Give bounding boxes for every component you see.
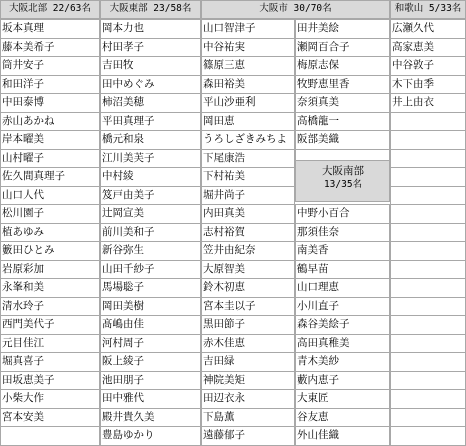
member-name-higashibu: 田中めぐみ xyxy=(100,75,201,95)
member-name-nanbu: 那須佳奈 xyxy=(295,223,390,243)
member-name-kitabu: 植あゆみ xyxy=(0,223,100,243)
member-name-kitabu: 岸本曜美 xyxy=(0,130,100,150)
member-name-kitabu: 山口人代 xyxy=(0,186,100,206)
member-name-higashibu: 岡本力也 xyxy=(100,19,201,39)
header-osaka-kitabu: 大阪北部 22/63名 xyxy=(0,0,100,19)
empty-cell xyxy=(390,352,466,372)
member-name-kitabu: 中田泰博 xyxy=(0,93,100,113)
member-name-shi: 下村祐美 xyxy=(201,167,295,187)
member-name-nanbu: 中野小百合 xyxy=(295,204,390,224)
nanbu-title: 大阪南部 xyxy=(322,165,364,177)
member-name-wakayama: 高家恵美 xyxy=(390,38,466,58)
member-name-shi: 大原智美 xyxy=(201,260,295,280)
header-osaka-higashibu: 大阪東部 23/58名 xyxy=(100,0,201,19)
member-name-shi: 吉田緑 xyxy=(201,352,295,372)
column-osaka-shi-1 xyxy=(201,0,295,445)
member-name-higashibu: 阪上綾子 xyxy=(100,352,201,372)
member-name-shi: 黒田節子 xyxy=(201,315,295,335)
column-osaka-higashibu xyxy=(100,0,201,445)
member-name-wakayama: 広瀬久代 xyxy=(390,19,466,39)
member-name-shi: 笠井由紀奈 xyxy=(201,241,295,261)
empty-cell xyxy=(390,408,466,428)
member-name-shi: 田辺衣永 xyxy=(201,389,295,409)
empty-cell xyxy=(390,371,466,391)
member-name-shi: 内田真美 xyxy=(201,204,295,224)
empty-cell xyxy=(390,278,466,298)
header-osaka-nanbu xyxy=(295,160,390,202)
member-name-kitabu: 佐久間真理子 xyxy=(0,167,100,187)
member-name-kitabu: 元目佳江 xyxy=(0,334,100,354)
member-name-wakayama: 木下由季 xyxy=(390,75,466,95)
member-name-kitabu: 宮本安美 xyxy=(0,408,100,428)
member-name-kitabu: 堀真喜子 xyxy=(0,352,100,372)
member-name-higashibu: 豊島ゆかり xyxy=(100,426,201,446)
member-name-shi: 志村裕賀 xyxy=(201,223,295,243)
member-name-higashibu: 殿井貴久美 xyxy=(100,408,201,428)
member-name-shi: 遠藤郁子 xyxy=(201,426,295,446)
member-name-kitabu: 赤山あかね xyxy=(0,112,100,132)
empty-cell xyxy=(390,186,466,206)
member-name-kitabu: 籔田ひとみ xyxy=(0,241,100,261)
member-name-shi: 中谷祐実 xyxy=(201,38,295,58)
empty-cell xyxy=(390,204,466,224)
column-osaka-kitabu xyxy=(0,0,100,445)
member-name-higashibu: 辻岡宣美 xyxy=(100,204,201,224)
member-name-kitabu: 小柴大作 xyxy=(0,389,100,409)
member-name-kitabu: 西門美代子 xyxy=(0,315,100,335)
empty-cell xyxy=(390,334,466,354)
header-wakayama: 和歌山 5/33名 xyxy=(390,0,466,19)
member-name-higashibu: 池田朋子 xyxy=(100,371,201,391)
member-name-shi: 梅原志保 xyxy=(295,56,390,76)
member-name-kitabu: 田坂恵美子 xyxy=(0,371,100,391)
member-name-shi: 下島薫 xyxy=(201,408,295,428)
member-name-shi: 堀井尚子 xyxy=(201,186,295,206)
empty-cell xyxy=(390,149,466,169)
member-name-kitabu: 和田洋子 xyxy=(0,75,100,95)
member-name-higashibu: 平田真理子 xyxy=(100,112,201,132)
empty-cell xyxy=(390,167,466,187)
member-name-wakayama: 中谷敦子 xyxy=(390,56,466,76)
member-name-shi: 赤木佳恵 xyxy=(201,334,295,354)
member-name-kitabu: 筒井安子 xyxy=(0,56,100,76)
empty-cell xyxy=(390,260,466,280)
member-name-shi: 篠原三恵 xyxy=(201,56,295,76)
member-name-wakayama: 井上由衣 xyxy=(390,93,466,113)
member-name-nanbu: 大東匠 xyxy=(295,389,390,409)
member-name-shi: 瀬岡百合子 xyxy=(295,38,390,58)
empty-cell xyxy=(390,297,466,317)
member-name-shi: 高橋龍一 xyxy=(295,112,390,132)
member-name-nanbu: 外山佳織 xyxy=(295,426,390,446)
member-name-higashibu: 髙嶋由佳 xyxy=(100,315,201,335)
column-osaka-shi-2 xyxy=(295,0,390,445)
empty-cell xyxy=(390,130,466,150)
member-name-higashibu: 山田千紗子 xyxy=(100,260,201,280)
member-name-nanbu: 南美香 xyxy=(295,241,390,261)
member-name-nanbu: 森谷美絵子 xyxy=(295,315,390,335)
member-name-higashibu: 岡田美樹 xyxy=(100,297,201,317)
nanbu-count: 13/35名 xyxy=(323,179,363,190)
member-name-nanbu: 高田真稚美 xyxy=(295,334,390,354)
member-name-higashibu: 馬場聡子 xyxy=(100,278,201,298)
member-name-shi: 田井美絵 xyxy=(295,19,390,39)
member-name-higashibu: 田中雅代 xyxy=(100,389,201,409)
member-name-shi: 奈須真美 xyxy=(295,93,390,113)
member-name-higashibu: 笈戸由美子 xyxy=(100,186,201,206)
member-name-higashibu: 河村周子 xyxy=(100,334,201,354)
member-name-shi: 牧野恵里香 xyxy=(295,75,390,95)
member-name-nanbu: 青木美紗 xyxy=(295,352,390,372)
member-name-higashibu: 中村綾 xyxy=(100,167,201,187)
member-name-higashibu: 橋元和泉 xyxy=(100,130,201,150)
member-name-kitabu: 永峯和美 xyxy=(0,278,100,298)
member-name-higashibu: 江川美芙子 xyxy=(100,149,201,169)
member-name-kitabu: 松川園子 xyxy=(0,204,100,224)
member-name-nanbu: 藪内恵子 xyxy=(295,371,390,391)
member-name-higashibu: 前川美和子 xyxy=(100,223,201,243)
empty-cell xyxy=(390,315,466,335)
member-name-kitabu: 坂本真理 xyxy=(0,19,100,39)
member-name-shi: 岡田恵 xyxy=(201,112,295,132)
member-name-kitabu: 清水玲子 xyxy=(0,297,100,317)
member-name-nanbu: 鶴早苗 xyxy=(295,260,390,280)
empty-cell xyxy=(390,241,466,261)
member-name-shi: 山口智津子 xyxy=(201,19,295,39)
member-name-kitabu: 山村曜子 xyxy=(0,149,100,169)
member-name-shi: 鈴木初恵 xyxy=(201,278,295,298)
member-name-shi: うろしざきみちよ xyxy=(201,130,295,150)
empty-cell xyxy=(0,426,100,446)
member-name-shi: 下尾康浩 xyxy=(201,149,295,169)
member-name-shi: 平山沙亜利 xyxy=(201,93,295,113)
column-wakayama xyxy=(390,0,466,445)
member-name-shi: 宮本圭以子 xyxy=(201,297,295,317)
member-name-higashibu: 村田孝子 xyxy=(100,38,201,58)
member-name-shi: 阪部美織 xyxy=(295,130,390,150)
member-name-higashibu: 新谷弥生 xyxy=(100,241,201,261)
member-name-kitabu: 岩原彩加 xyxy=(0,260,100,280)
member-name-shi: 神院美矩 xyxy=(201,371,295,391)
member-name-shi: 森田裕美 xyxy=(201,75,295,95)
empty-cell xyxy=(390,223,466,243)
member-name-nanbu: 小川直子 xyxy=(295,297,390,317)
empty-cell xyxy=(390,389,466,409)
member-name-kitabu: 藤本美希子 xyxy=(0,38,100,58)
member-name-nanbu: 山口理恵 xyxy=(295,278,390,298)
empty-cell xyxy=(390,112,466,132)
member-name-higashibu: 吉田牧 xyxy=(100,56,201,76)
member-name-nanbu: 谷友恵 xyxy=(295,408,390,428)
header-osaka-shi: 大阪市 30/70名 xyxy=(201,0,390,19)
member-name-higashibu: 柿沼美穂 xyxy=(100,93,201,113)
empty-cell xyxy=(390,426,466,446)
